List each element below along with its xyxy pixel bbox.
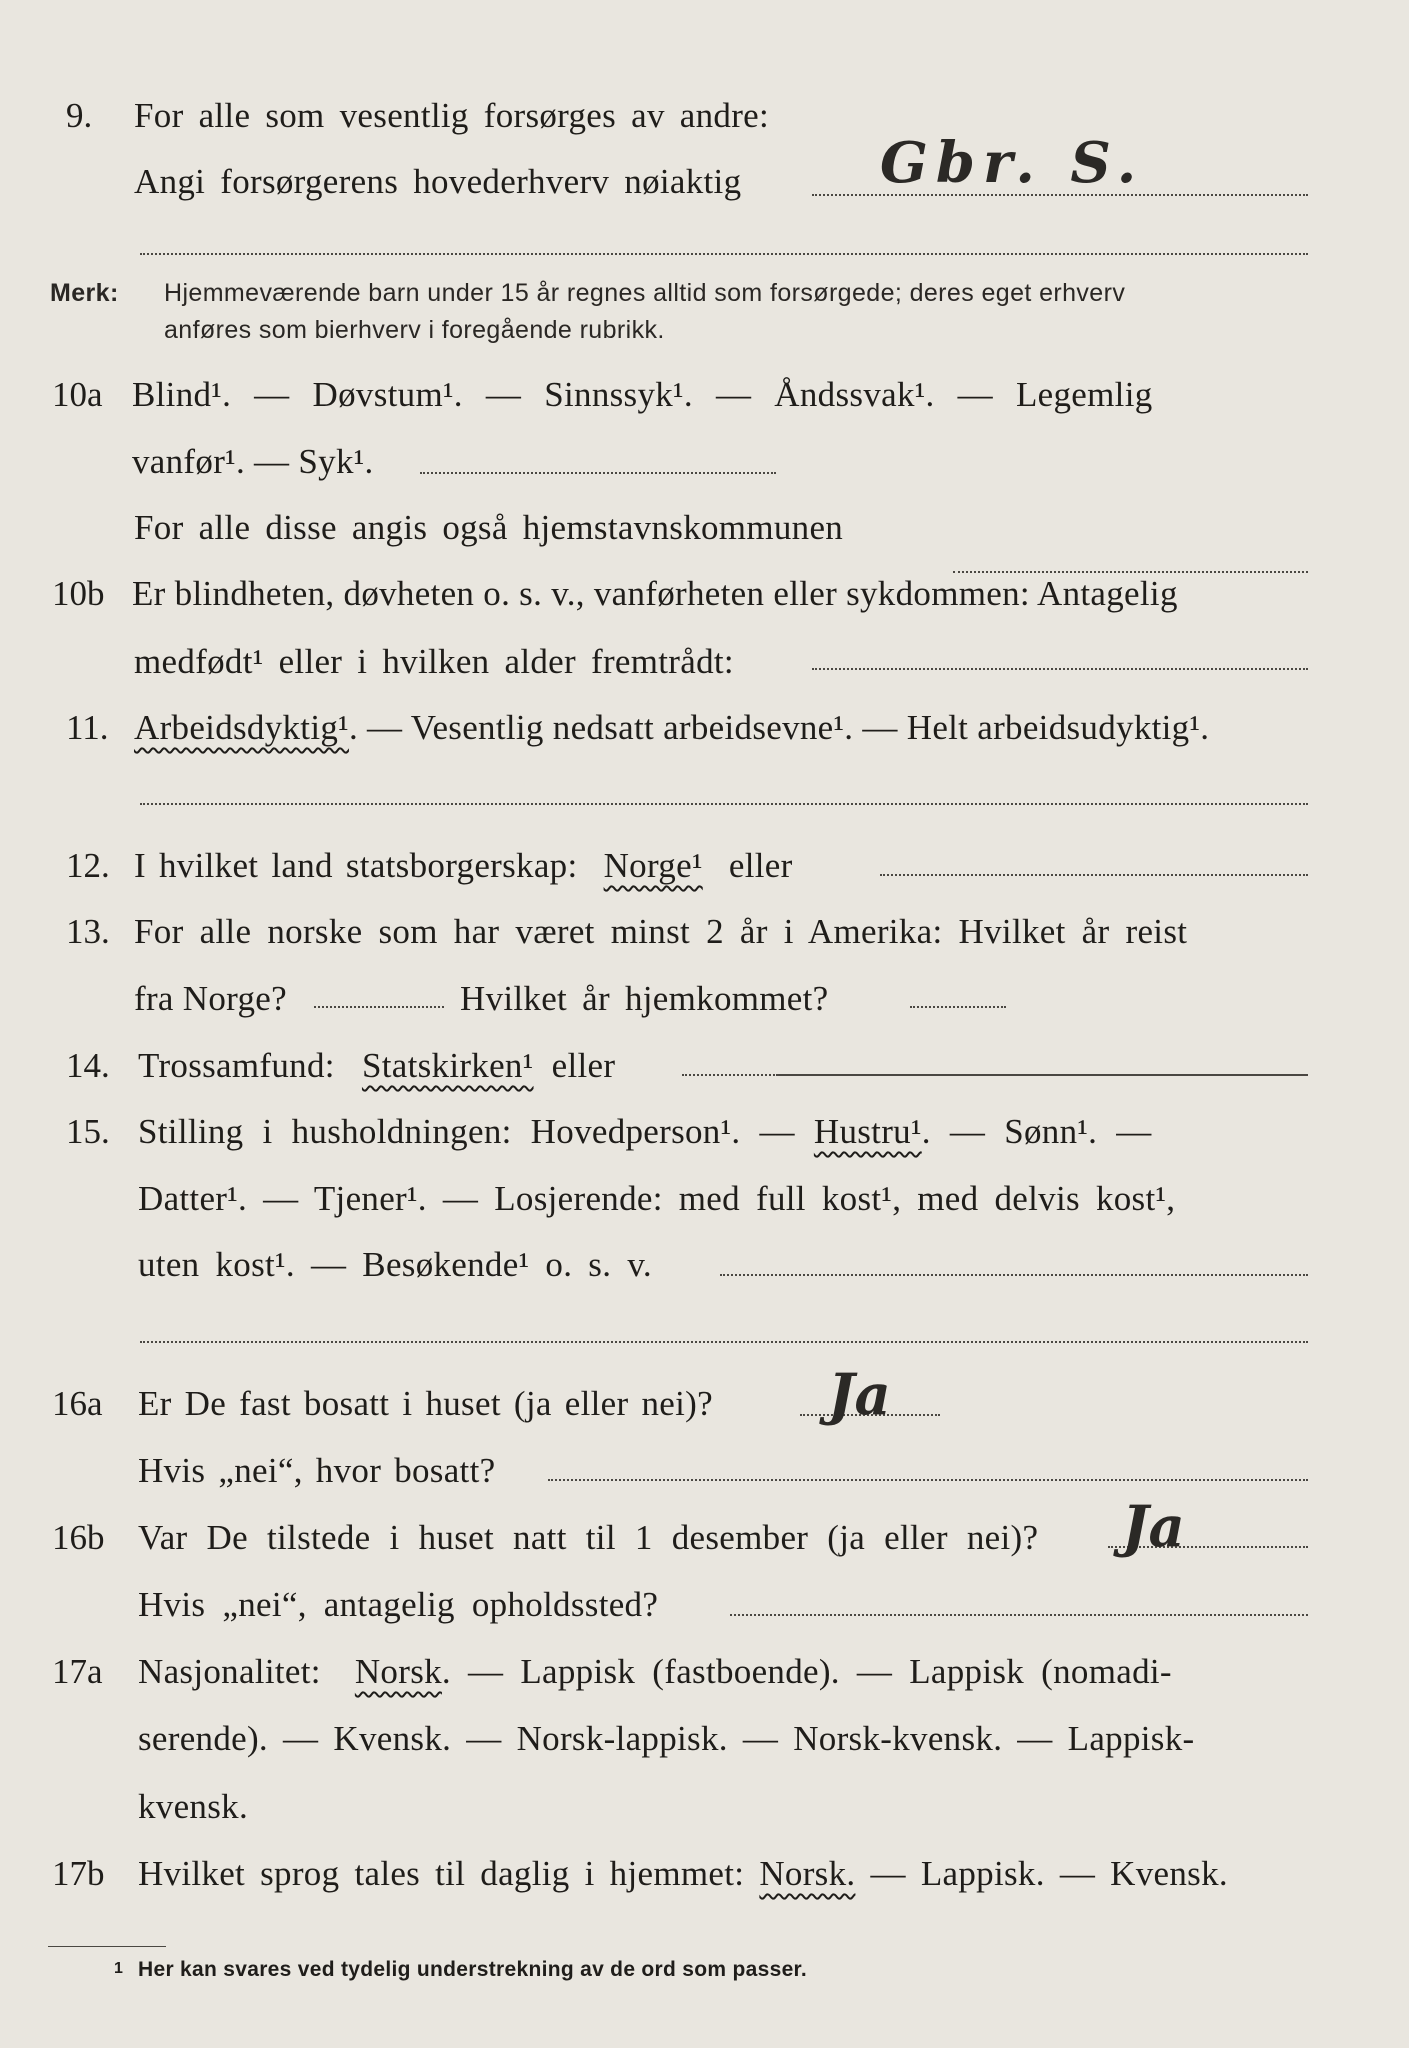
q16a-number: 16a (52, 1384, 103, 1423)
q12-answer-line (880, 874, 1308, 876)
q11-option-arbeidsdyktig[interactable]: Arbeidsdyktig¹ (134, 708, 349, 747)
q17a-text-line2: serende). — Kvensk. — Norsk-lappisk. — Norsk-kvensk. — Lappisk- (138, 1719, 1195, 1758)
q11-text (134, 706, 1209, 750)
q15-text-line1 (138, 1110, 1152, 1154)
q17b-text-rest: — Lappisk. — Kvensk. (870, 1854, 1228, 1893)
q12-number: 12. (66, 846, 110, 885)
q10b-answer-line (812, 668, 1308, 670)
q10a-number: 10a (52, 375, 103, 414)
q9-number: 9. (66, 96, 93, 135)
merk-text-line2: anføres som bierhverv i foregående rubrikk. (164, 316, 665, 344)
q9-extra-line (140, 253, 1308, 255)
q13-reist-line (314, 1006, 444, 1008)
q13-number: 13. (66, 912, 110, 951)
q10b-text-line2: medfødt¹ eller i hvilken alder fremtrådt: (134, 642, 734, 681)
q14-answer-line-solid (778, 1074, 1308, 1076)
q17b-text (138, 1852, 1228, 1896)
merk-text-line1: Hjemmeværende barn under 15 år regnes alltid som forsørgede; deres eget erhverv (164, 279, 1126, 307)
q13-text-line2a: fra Norge? (134, 979, 287, 1018)
q10a-text-line1: Blind¹. — Døvstum¹. — Sinnssyk¹. — Åndssvak¹. — Legemlig (132, 375, 1153, 414)
q16a-handwritten-answer: Ja (828, 1362, 891, 1428)
q16a-bosatt-line (548, 1479, 1308, 1481)
q11-number: 11. (66, 708, 109, 747)
q17a-number: 17a (52, 1652, 103, 1691)
q10a-text-line2: vanfør¹. — Syk¹. (132, 442, 374, 481)
q11-extra-line (140, 803, 1308, 805)
q12-question: I hvilket land statsborgerskap: (134, 846, 578, 885)
q17b-number: 17b (52, 1854, 105, 1893)
q16b-text-line2: Hvis „nei“, antagelig opholdssted? (138, 1585, 659, 1624)
q14-text (138, 1044, 615, 1088)
q15-answer-line (720, 1274, 1308, 1276)
q9-text-line1: For alle som vesentlig forsørges av andre: (134, 96, 770, 135)
q15-number: 15. (66, 1112, 110, 1151)
q16b-number: 16b (52, 1518, 105, 1557)
merk-label: Merk: (50, 279, 119, 307)
footnote-text: Her kan svares ved tydelig understrekning av de ord som passer. (138, 1958, 807, 1981)
q16a-text-line1: Er De fast bosatt i huset (ja eller nei)? (138, 1384, 713, 1423)
q15-question: Stilling i husholdningen: Hovedperson¹. — (138, 1112, 795, 1151)
q17a-option-norsk[interactable]: Norsk (354, 1652, 442, 1691)
q10b-text-line1: Er blindheten, døvheten o. s. v., vanførheten eller sykdommen: Antagelig (132, 574, 1178, 613)
q15-text-line2: Datter¹. — Tjener¹. — Losjerende: med full kost¹, med delvis kost¹, (138, 1179, 1176, 1218)
q17a-question: Nasjonalitet: (138, 1652, 321, 1691)
q15-option-hustru[interactable]: Hustru¹ (813, 1112, 922, 1151)
q15-extra-line (140, 1341, 1308, 1343)
q13-text-line1: For alle norske som har været minst 2 år i Amerika: Hvilket år reist (134, 912, 1188, 951)
q17b-question: Hvilket sprog tales til daglig i hjemmet: (138, 1854, 745, 1893)
footnote-rule (48, 1946, 166, 1947)
q16b-text-line1: Var De tilstede i huset natt til 1 desember (ja eller nei)? (138, 1518, 1039, 1557)
q12-text (134, 844, 793, 888)
q17b-option-norsk[interactable]: Norsk. (759, 1854, 856, 1893)
q13-hjemkommet-line (910, 1006, 1006, 1008)
q14-question: Trossamfund: (138, 1046, 335, 1085)
q17a-text-rest: . — Lappisk (fastboende). — Lappisk (nomadi- (441, 1652, 1172, 1691)
q13-text-line2b: Hvilket år hjemkommet? (460, 979, 829, 1018)
q11-text-rest: . — Vesentlig nedsatt arbeidsevne¹. — Helt arbeidsudyktig¹. (348, 708, 1210, 747)
q10a-text-line3: For alle disse angis også hjemstavnskommunen (134, 508, 844, 547)
q16a-text-line2: Hvis „nei“, hvor bosatt? (138, 1451, 496, 1490)
q12-eller: eller (728, 846, 793, 885)
q10a-answer-line (420, 472, 776, 474)
q15-text-rest: . — Sønn¹. — (921, 1112, 1152, 1151)
q14-eller: eller (551, 1046, 616, 1085)
q10b-number: 10b (52, 574, 105, 613)
q14-option-statskirken[interactable]: Statskirken¹ (361, 1046, 534, 1085)
q16b-opholdssted-line (730, 1614, 1308, 1616)
footnote-mark: 1 (114, 1960, 123, 1977)
q14-answer-line-dotted (682, 1074, 778, 1076)
q9-text-line2: Angi forsørgerens hovederhverv nøiaktig (134, 162, 742, 201)
q15-text-line3: uten kost¹. — Besøkende¹ o. s. v. (138, 1245, 652, 1284)
q12-option-norge[interactable]: Norge¹ (603, 846, 703, 885)
q17a-text-line1 (138, 1650, 1172, 1694)
q17a-text-line3: kvensk. (138, 1787, 249, 1826)
q16b-handwritten-answer: Ja (1122, 1494, 1185, 1560)
q14-number: 14. (66, 1046, 110, 1085)
q9-handwritten-answer: Gbr. S. (880, 130, 1145, 196)
